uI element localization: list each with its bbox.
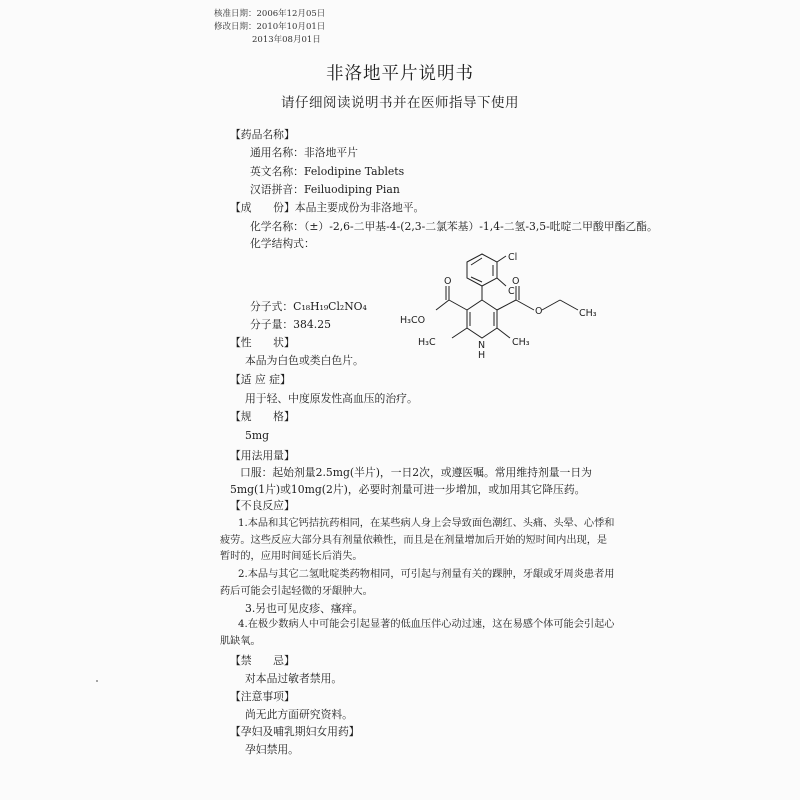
properties-heading: 【性 状】 <box>230 336 295 349</box>
pregnancy-heading: 【孕妇及哺乳期妇女用药】 <box>230 725 360 738</box>
document-title: 非洛地平片说明书 <box>326 64 474 84</box>
generic-name: 通用名称：非洛地平片 <box>250 146 358 159</box>
right-carbonyl-o: O <box>512 276 520 287</box>
dihydropyridine-ring <box>467 300 497 338</box>
left-o-bond <box>436 300 449 310</box>
contraindications-heading: 【禁 忌】 <box>230 654 295 667</box>
structure-label: 化学结构式： <box>250 237 315 250</box>
pregnancy-text: 孕妇禁用。 <box>245 743 299 756</box>
indications-text: 用于轻、中度原发性高血压的治疗。 <box>245 392 418 405</box>
adverse-paragraph-1: 1.本品和其它钙拮抗药相同，在某些病人身上会导致面色潮红、头痛、头晕、心悸和疲劳。这些反应大部分具有剂量依赖性，而且是在剂量增加后开始的短时间内出现，是暂时的，应用时间延长后消失。 <box>220 518 615 562</box>
revision-dates <box>214 8 325 47</box>
ethyl-methyl-label: CH₃ <box>579 308 597 319</box>
approval-date: 核准日期：2006年12月05日 <box>214 9 326 19</box>
specification-heading: 【规 格】 <box>230 410 295 423</box>
cl-label-2: Cl <box>508 286 518 297</box>
left-carbonyl-o: O <box>444 276 452 287</box>
usage-text: 口服：起始剂量2.5mg(半片)，一日2次，或遵医嘱。常用维持剂量一日为5mg(1片)或10mg(2片)，必要时剂量可进一步增加，或加用其它降压药。 <box>230 466 592 496</box>
composition-heading: 【成 份】本品主要成份为非洛地平。 <box>230 201 425 214</box>
methyl-right-bond <box>497 328 510 338</box>
properties-text: 本品为白色或类白色片。 <box>245 354 364 367</box>
chemical-name: 化学名称：（±）-2,6-二甲基-4-(2,3-二氯苯基）-1,4-二氢-3,5-吡啶二甲酸甲酯乙酯。 <box>250 220 658 233</box>
adverse-paragraph-3: 3.另也可见皮疹、瘙痒。 <box>245 602 364 615</box>
usage-heading: 【用法用量】 <box>230 449 295 462</box>
precautions-heading: 【注意事项】 <box>230 690 295 703</box>
document-subtitle: 请仔细阅读说明书并在医师指导下使用 <box>281 95 519 111</box>
right-ester-o: O <box>535 306 543 317</box>
right-methyl-label: CH₃ <box>512 337 530 348</box>
contraindications-text: 对本品过敏者禁用。 <box>245 672 343 685</box>
right-o-bond <box>516 300 534 310</box>
adverse-paragraph-2: 2.本品与其它二氢吡啶类药物相同，可引起与剂量有关的踝肿，牙龈或牙周炎患者用药后可能会引起轻微的牙龈肿大。 <box>220 569 615 597</box>
cl-bond-1 <box>497 256 506 262</box>
chemical-structure-diagram <box>392 244 622 364</box>
scan-speck <box>96 680 98 682</box>
adverse-paragraph-4: 4.在极少数病人中可能会引起显著的低血压伴心动过速，这在易感个体可能会引起心肌缺氧。 <box>220 619 615 647</box>
pinyin-name: 汉语拼音：Feiluodiping Pian <box>250 183 400 196</box>
ethyl-bond-1 <box>542 300 560 310</box>
molecular-formula: 分子式：C₁₈H₁₉Cl₂NO₄ <box>250 300 367 313</box>
methyl-left-bond <box>452 328 467 338</box>
drug-name-heading: 【药品名称】 <box>230 128 295 141</box>
nh-hydrogen-label: H <box>478 350 486 361</box>
revision-date-2: 2013年08月01日 <box>252 35 321 45</box>
right-ester-bond <box>497 300 516 310</box>
cl-label-1: Cl <box>508 252 518 263</box>
left-methyl-label: H₃C <box>418 337 436 348</box>
revision-date-1: 修改日期：2010年10月01日 <box>214 22 326 32</box>
cl-bond-2 <box>497 278 506 286</box>
nitrogen-label: N <box>478 340 486 351</box>
specification-text: 5mg <box>245 429 270 442</box>
left-ester-bond <box>449 300 467 310</box>
molecular-weight: 分子量：384.25 <box>250 318 331 331</box>
ethyl-bond-2 <box>560 300 578 310</box>
left-methoxy-label: H₃CO <box>400 315 426 326</box>
precautions-text: 尚无此方面研究资料。 <box>245 708 353 721</box>
english-name: 英文名称：Felodipine Tablets <box>250 165 405 178</box>
indications-heading: 【适 应 症】 <box>230 373 291 386</box>
adverse-heading: 【不良反应】 <box>230 499 295 512</box>
